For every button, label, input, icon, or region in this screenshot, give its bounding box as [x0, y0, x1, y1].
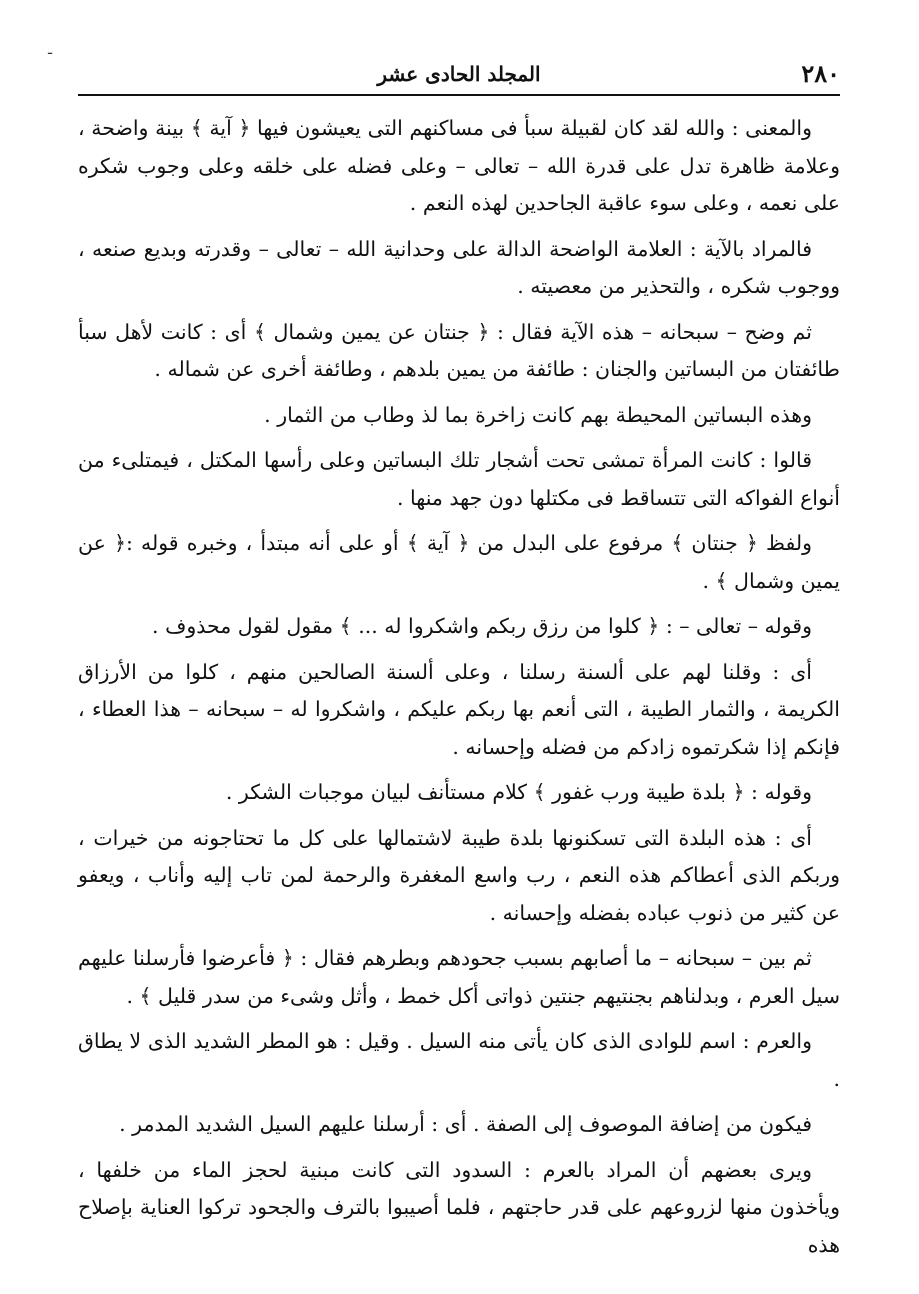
- paragraph: ثم وضح – سبحانه – هذه الآية فقال : ﴿ جنتان عن يمين وشمال ﴾ أى : كانت لأهل سبأ طائفتان من البساتين والجنان : طائفة من يمين بلدهم ، وطائفة أخرى عن شماله .: [78, 319, 840, 381]
- paragraph: ويرى بعضهم أن المراد بالعرم : السدود التى كانت مبنية لحجز الماء من خلفها ، ويأخذون منها لزروعهم على قدر حاجتهم ، فلما أصيبوا بالترف والجحود تركوا العناية بإصلاح هذه: [78, 1157, 840, 1257]
- running-title: المجلد الحادى عشر: [377, 62, 541, 86]
- page-number: ٢٨٠: [801, 59, 840, 88]
- paragraph: ولفظ ﴿ جنتان ﴾ مرفوع على البدل من ﴿ آية ﴾ أو على أنه مبتدأ ، وخبره قوله :﴿ عن يمين وشمال ﴾ .: [78, 531, 840, 593]
- paragraph: وهذه البساتين المحيطة بهم كانت زاخرة بما لذ وطاب من الثمار .: [264, 402, 812, 427]
- paragraph: أى : هذه البلدة التى تسكنونها بلدة طيبة لاشتمالها على كل ما تحتاجونه من خيرات ، وربكم الذى أعطاكم هذه النعم ، رب واسع المغفرة والرحمة لمن تاب إليه وأناب ، ويعفو عن كثير من ذنوب عباده بفضله وإحسانه .: [78, 825, 840, 925]
- page-header: [78, 58, 840, 96]
- paragraph: فالمراد بالآية : العلامة الواضحة الدالة على وحدانية الله – تعالى – وقدرته وبديع صنعه ، ووجوب شكره ، والتحذير من معصيته .: [78, 236, 840, 298]
- body-text: [78, 110, 840, 1272]
- paragraph: وقوله : ﴿ بلدة طيبة ورب غفور ﴾ كلام مستأنف لبيان موجبات الشكر .: [225, 780, 812, 804]
- scan-mark: ـ: [48, 42, 53, 58]
- paragraph: وقوله – تعالى – : ﴿ كلوا من رزق ربكم واشكروا له ... ﴾ مقول لقول محذوف .: [152, 614, 812, 638]
- paragraph: أى : وقلنا لهم على ألسنة رسلنا ، وعلى ألسنة الصالحين منهم ، كلوا من الأرزاق الكريمة ، والثمار الطيبة ، التى أنعم بها ربكم عليكم ، واشكروا له – سبحانه – هذا العطاء ، فإنكم إذا شكرتموه زادكم من فضله وإحسانه .: [78, 659, 840, 759]
- paragraph: فيكون من إضافة الموصوف إلى الصفة . أى : أرسلنا عليهم السيل الشديد المدمر .: [119, 1112, 812, 1136]
- paragraph: والمعنى : والله لقد كان لقبيلة سبأ فى مساكنهم التى يعيشون فيها ﴿ آية ﴾ بينة واضحة ، وعلامة ظاهرة تدل على قدرة الله – تعالى – وعلى فضله على خلقه وعلى وجوب شكره على نعمه ، وعلى سوء عاقبة الجاحدين لهذه النعم .: [78, 116, 840, 215]
- paragraph: قالوا : كانت المرأة تمشى تحت أشجار تلك البساتين وعلى رأسها المكتل ، فيمتلىء من أنواع الفواكه التى تتساقط فى مكتلها دون جهد منها .: [78, 448, 840, 510]
- paragraph: ثم بين – سبحانه – ما أصابهم بسبب جحودهم وبطرهم فقال : ﴿ فأعرضوا فأرسلنا عليهم سيل العرم ، وبدلناهم بجنتيهم جنتين ذواتى أكل خمط ، وأثل وشىء من سدر قليل ﴾ .: [78, 946, 840, 1008]
- paragraph: والعرم : اسم للوادى الذى كان يأتى منه السيل . وقيل : هو المطر الشديد الذى لا يطاق .: [78, 1029, 840, 1091]
